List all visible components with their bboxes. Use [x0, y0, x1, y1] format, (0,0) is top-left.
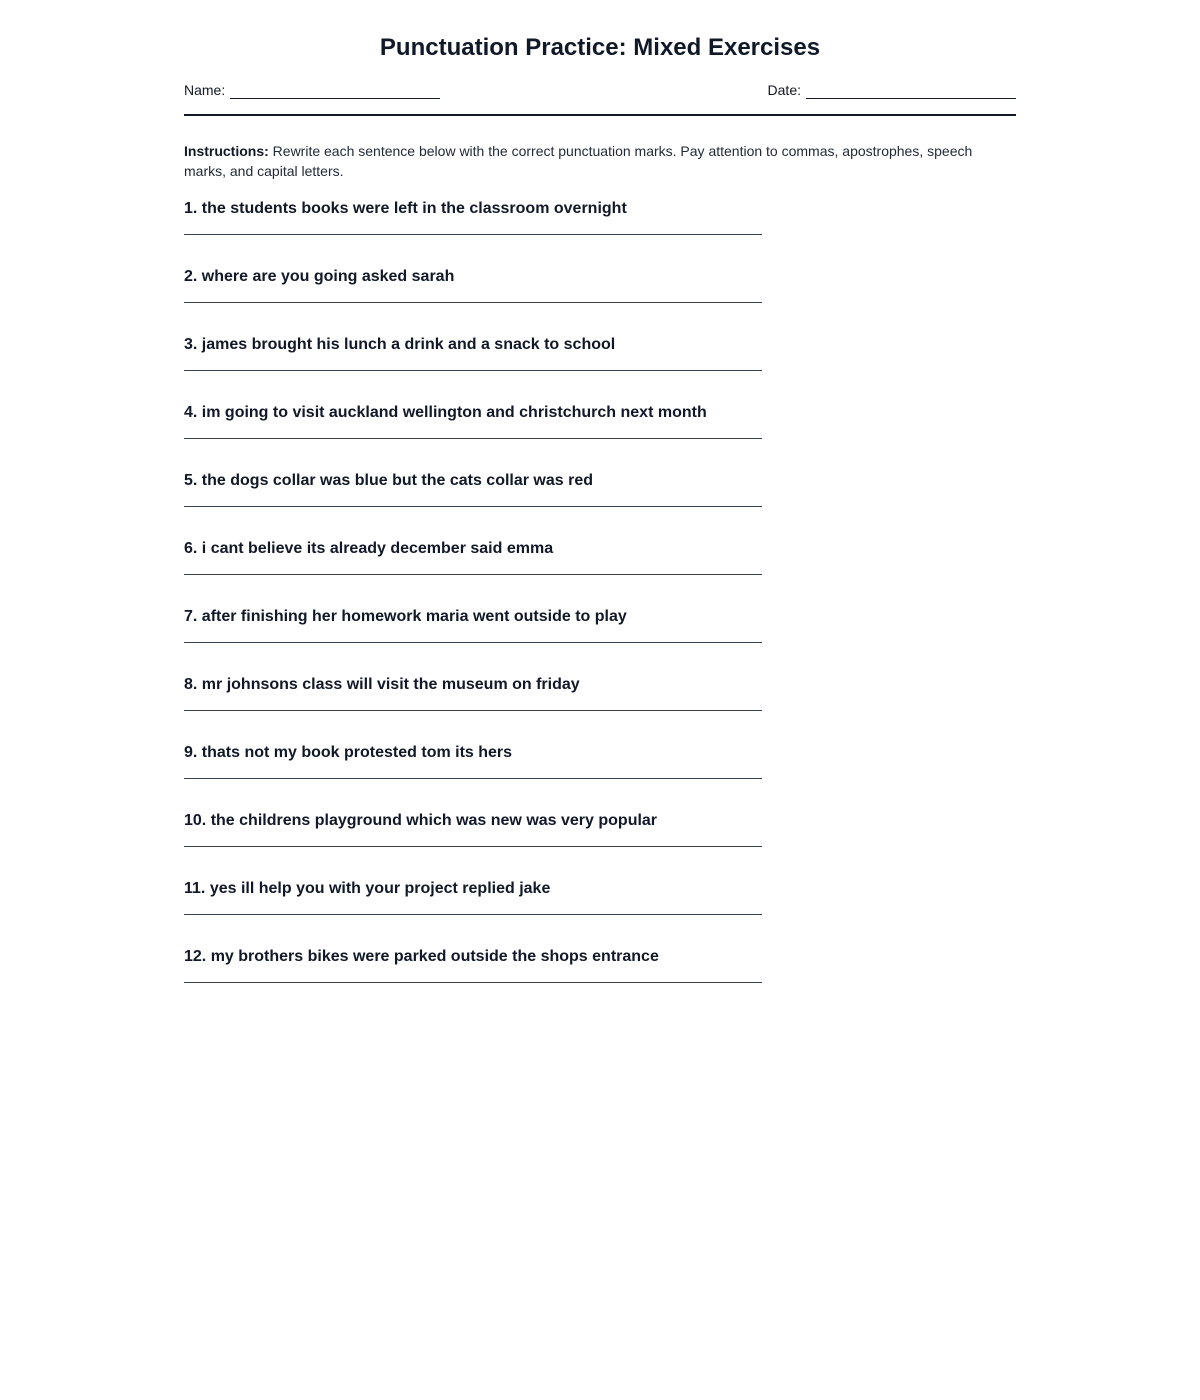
name-blank-line[interactable] — [230, 83, 440, 99]
question-text: thats not my book protested tom its hers — [201, 744, 513, 761]
question-prompt — [184, 606, 1016, 628]
name-label: Name: — [184, 82, 226, 98]
instructions-label: Instructions: — [184, 143, 269, 159]
question-text: after finishing her homework maria went outside to play — [201, 608, 627, 625]
question-text: i cant believe its already december said emma — [201, 540, 554, 557]
question-item — [184, 674, 1016, 742]
question-item — [184, 538, 1016, 606]
name-field — [184, 81, 440, 99]
answer-line[interactable] — [184, 846, 762, 847]
question-text: where are you going asked sarah — [201, 268, 455, 285]
question-text: james brought his lunch a drink and a snack to school — [201, 336, 616, 353]
date-label: Date: — [767, 82, 801, 98]
question-number: 4. — [184, 404, 198, 421]
question-prompt — [184, 538, 1016, 560]
question-prompt — [184, 810, 1016, 832]
question-prompt — [184, 878, 1016, 900]
answer-line[interactable] — [184, 234, 762, 235]
worksheet-page — [184, 0, 1016, 1014]
answer-line[interactable] — [184, 914, 762, 915]
question-prompt — [184, 198, 1016, 220]
question-text: im going to visit auckland wellington and christchurch next month — [201, 404, 707, 421]
header-fields — [184, 81, 1016, 116]
instructions-text: Rewrite each sentence below with the correct punctuation marks. Pay attention to commas, apostrophes, speech marks, and capital letters. — [184, 143, 973, 179]
question-number: 10. — [184, 812, 207, 829]
answer-line[interactable] — [184, 370, 762, 371]
question-item — [184, 334, 1016, 402]
answer-line[interactable] — [184, 642, 762, 643]
question-prompt — [184, 334, 1016, 356]
question-text: the childrens playground which was new was very popular — [210, 812, 658, 829]
question-number: 1. — [184, 200, 198, 217]
question-prompt — [184, 266, 1016, 288]
question-number: 9. — [184, 744, 198, 761]
question-item — [184, 742, 1016, 810]
question-number: 7. — [184, 608, 198, 625]
question-text: my brothers bikes were parked outside the shops entrance — [210, 948, 659, 965]
answer-line[interactable] — [184, 982, 762, 983]
question-prompt — [184, 946, 1016, 968]
question-item — [184, 402, 1016, 470]
question-list — [184, 198, 1016, 1014]
instructions — [184, 141, 1016, 181]
answer-line[interactable] — [184, 778, 762, 779]
question-number: 11. — [184, 880, 206, 897]
answer-line[interactable] — [184, 574, 762, 575]
question-item — [184, 810, 1016, 878]
question-item — [184, 878, 1016, 946]
worksheet-title: Punctuation Practice: Mixed Exercises — [379, 34, 821, 61]
question-number: 12. — [184, 948, 207, 965]
question-text: yes ill help you with your project replied jake — [209, 880, 551, 897]
question-text: mr johnsons class will visit the museum on friday — [201, 676, 580, 693]
question-item — [184, 198, 1016, 266]
question-item — [184, 470, 1016, 538]
question-item — [184, 266, 1016, 334]
date-field — [768, 81, 1016, 99]
answer-line[interactable] — [184, 438, 762, 439]
answer-line[interactable] — [184, 710, 762, 711]
question-text: the dogs collar was blue but the cats collar was red — [201, 472, 594, 489]
question-number: 5. — [184, 472, 198, 489]
question-number: 8. — [184, 676, 198, 693]
question-text: the students books were left in the classroom overnight — [201, 200, 627, 217]
answer-line[interactable] — [184, 302, 762, 303]
question-item — [184, 606, 1016, 674]
question-prompt — [184, 742, 1016, 764]
answer-line[interactable] — [184, 506, 762, 507]
question-prompt — [184, 674, 1016, 696]
question-item — [184, 946, 1016, 1014]
question-number: 3. — [184, 336, 198, 353]
question-prompt — [184, 470, 1016, 492]
question-number: 2. — [184, 268, 198, 285]
question-prompt — [184, 402, 1016, 424]
date-blank-line[interactable] — [806, 83, 1016, 99]
question-number: 6. — [184, 540, 198, 557]
